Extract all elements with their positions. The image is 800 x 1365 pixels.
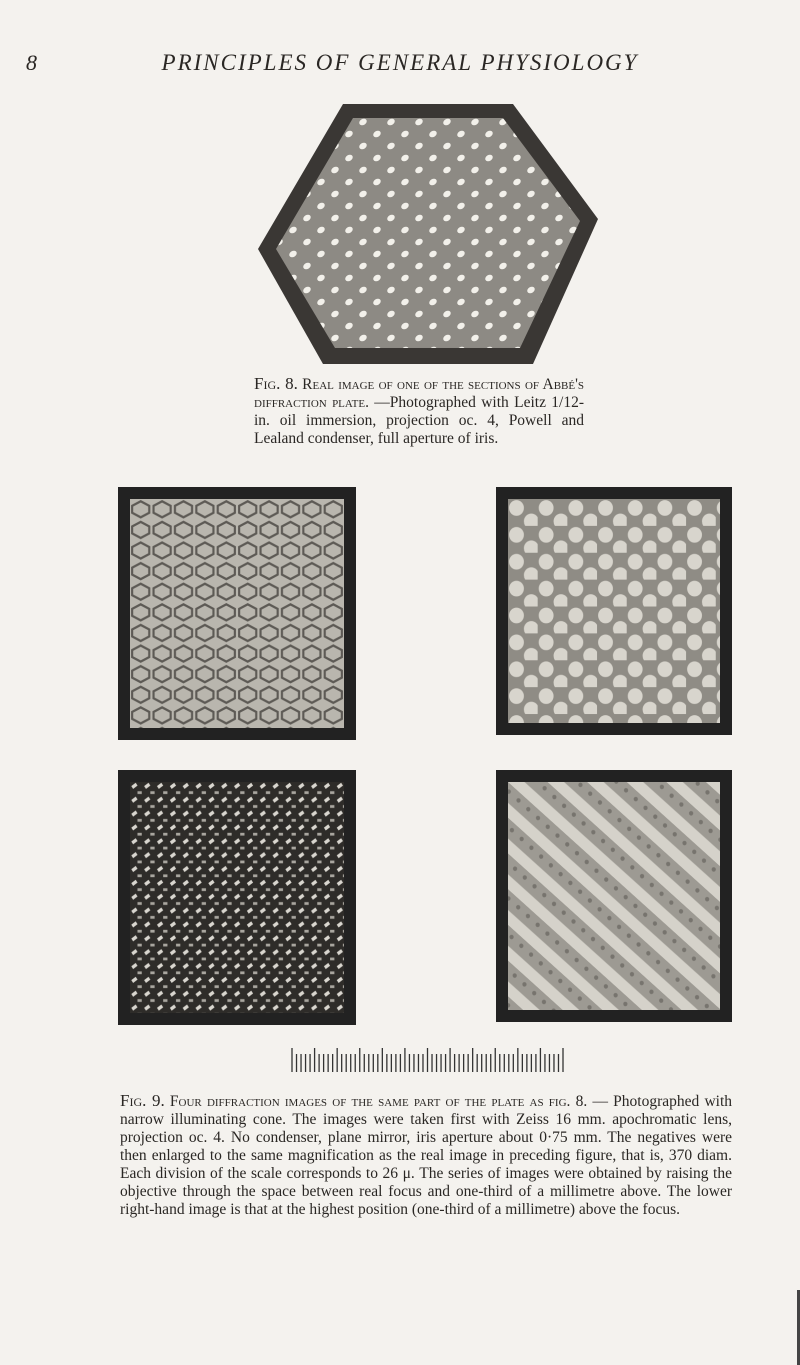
figure-8-title: Real image of one of the sections of Abbé's diffraction plate. bbox=[254, 376, 584, 411]
figure-8-label: Fig. 8. bbox=[254, 374, 298, 393]
diffraction-image-3 bbox=[118, 770, 356, 1025]
figure-8-caption bbox=[254, 375, 584, 448]
diffraction-image-1 bbox=[118, 487, 356, 740]
figure-9-caption bbox=[120, 1092, 732, 1219]
scale-bar bbox=[290, 1046, 565, 1076]
diffraction-image-4 bbox=[496, 770, 732, 1022]
figure-9-text: — Photographed with narrow illuminating cone. The images were taken first with Zeiss 16 mm. apochromatic lens, projection oc. 4. No condenser, plane mirror, iris aperture about 0·75 mm. The negatives were then enlarged to the same magnification as the real image in preceding figure, that is, 370 diam. Each division of the scale corresponds to 26 μ. The series of images were obtained by raising the objective through the space between real focus and one-third of a millimetre above. The lower right-hand image is that at the highest position (one-third of a millimetre) above the focus. bbox=[120, 1093, 733, 1218]
running-head: PRINCIPLES OF GENERAL PHYSIOLOGY bbox=[161, 50, 639, 75]
diffraction-image-2 bbox=[496, 487, 732, 735]
figure-8-text: —Photographed with Leitz 1/12-in. oil immersion, projection oc. 4, Powell and Lealand condenser, full aperture of iris. bbox=[254, 394, 585, 447]
page-number: 8 bbox=[26, 50, 37, 75]
figure-9-title: Four diffraction images of the same part of the plate as fig. 8. bbox=[169, 1093, 588, 1110]
figure-9-label: Fig. 9. bbox=[120, 1091, 165, 1110]
figure-8-hexagon-image bbox=[258, 104, 598, 364]
